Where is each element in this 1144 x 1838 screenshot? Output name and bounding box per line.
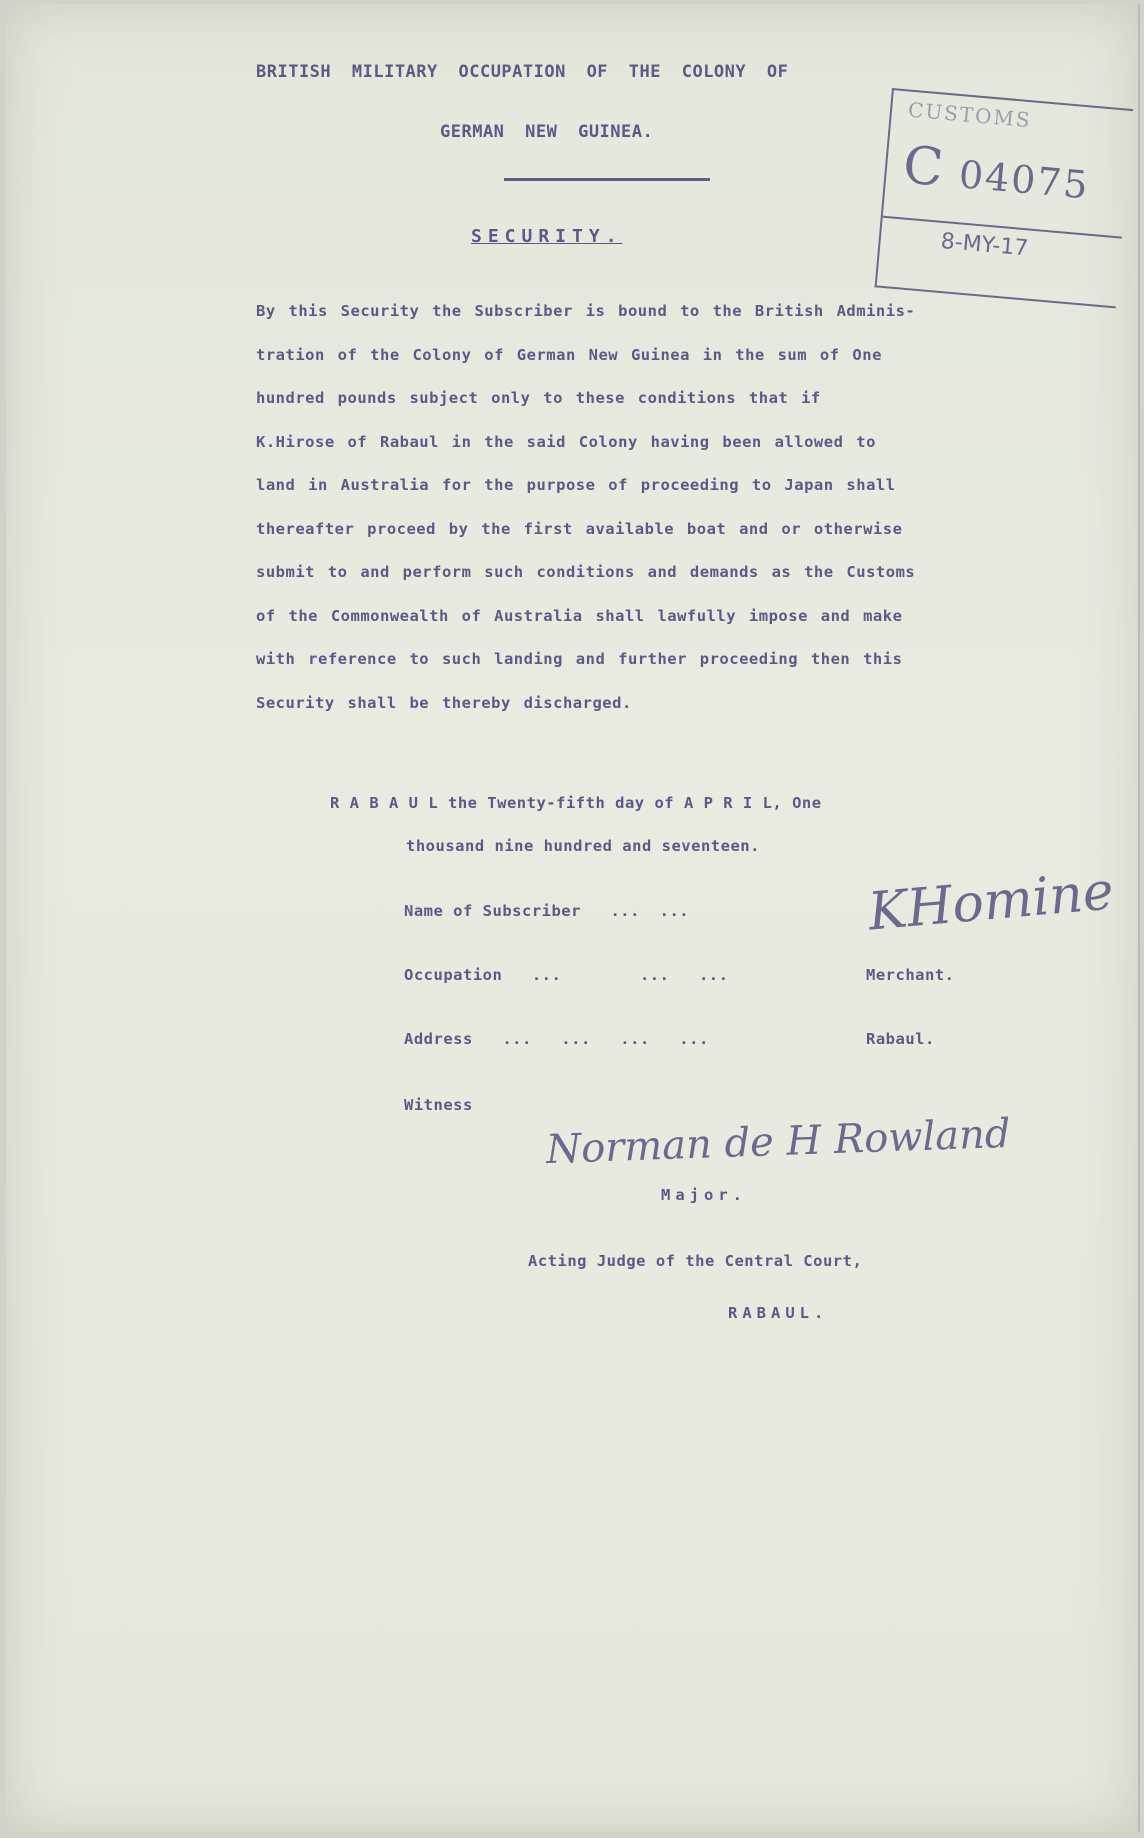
dated-line-1: R A B A U L the Twenty-fifth day of A P R I L, One	[330, 794, 822, 812]
body-line: By this Security the Subscriber is bound to the British Adminis-	[256, 302, 916, 320]
witness-signature: Norman de H Rowland	[545, 1110, 1012, 1174]
stamp-date: 8-MY-17	[939, 228, 1030, 262]
security-body-text	[256, 290, 1136, 725]
stamp-customs-label: CUSTOMS	[907, 97, 1033, 133]
address-field	[404, 1030, 935, 1048]
dated-line-2: thousand nine hundred and seventeen.	[406, 837, 760, 855]
occupation-value: Merchant.	[866, 966, 955, 984]
signatory-place: RABAUL.	[728, 1304, 829, 1322]
witness-field	[404, 1096, 473, 1114]
body-line: Security shall be thereby discharged.	[256, 693, 632, 712]
stamp-number-value: 04075	[957, 152, 1092, 208]
header-rule	[504, 178, 710, 181]
subscriber-name-field	[404, 902, 689, 920]
body-line: hundred pounds subject only to these conditions that if	[256, 389, 821, 407]
occupation-label: Occupation ... ... ...	[404, 966, 729, 984]
body-line: of the Commonwealth of Australia shall lawfully impose and make	[256, 606, 903, 625]
body-line: land in Australia for the purpose of proceeding to Japan shall	[256, 476, 896, 494]
subscriber-name-label: Name of Subscriber ... ...	[404, 902, 690, 920]
body-line: tration of the Colony of German New Guinea in the sum of One	[256, 345, 882, 364]
header-line-2: GERMAN NEW GUINEA.	[440, 122, 654, 142]
subscriber-signature: KHomine	[865, 861, 1116, 943]
body-line: submit to and perform such conditions and demands as the Customs	[256, 563, 916, 581]
document-page	[6, 4, 1140, 1832]
signatory-rank: Major.	[661, 1186, 747, 1204]
signatory-office: Acting Judge of the Central Court,	[528, 1252, 863, 1270]
address-value: Rabaul.	[866, 1030, 935, 1048]
body-line: K.Hirose of Rabaul in the said Colony having been allowed to	[256, 432, 876, 451]
witness-label: Witness	[404, 1096, 473, 1114]
document-title: SECURITY.	[471, 226, 623, 247]
dated-clause	[330, 782, 822, 868]
stamp-number	[901, 135, 1093, 211]
stamp-prefix: C	[900, 135, 946, 199]
header-line-1: BRITISH MILITARY OCCUPATION OF THE COLONY OF	[256, 62, 789, 82]
address-label: Address ... ... ... ...	[404, 1030, 709, 1048]
body-line: thereafter proceed by the first available boat and or otherwise	[256, 519, 903, 538]
customs-stamp	[875, 88, 1134, 308]
occupation-field	[404, 966, 955, 984]
body-line: with reference to such landing and further proceeding then this	[256, 650, 903, 668]
